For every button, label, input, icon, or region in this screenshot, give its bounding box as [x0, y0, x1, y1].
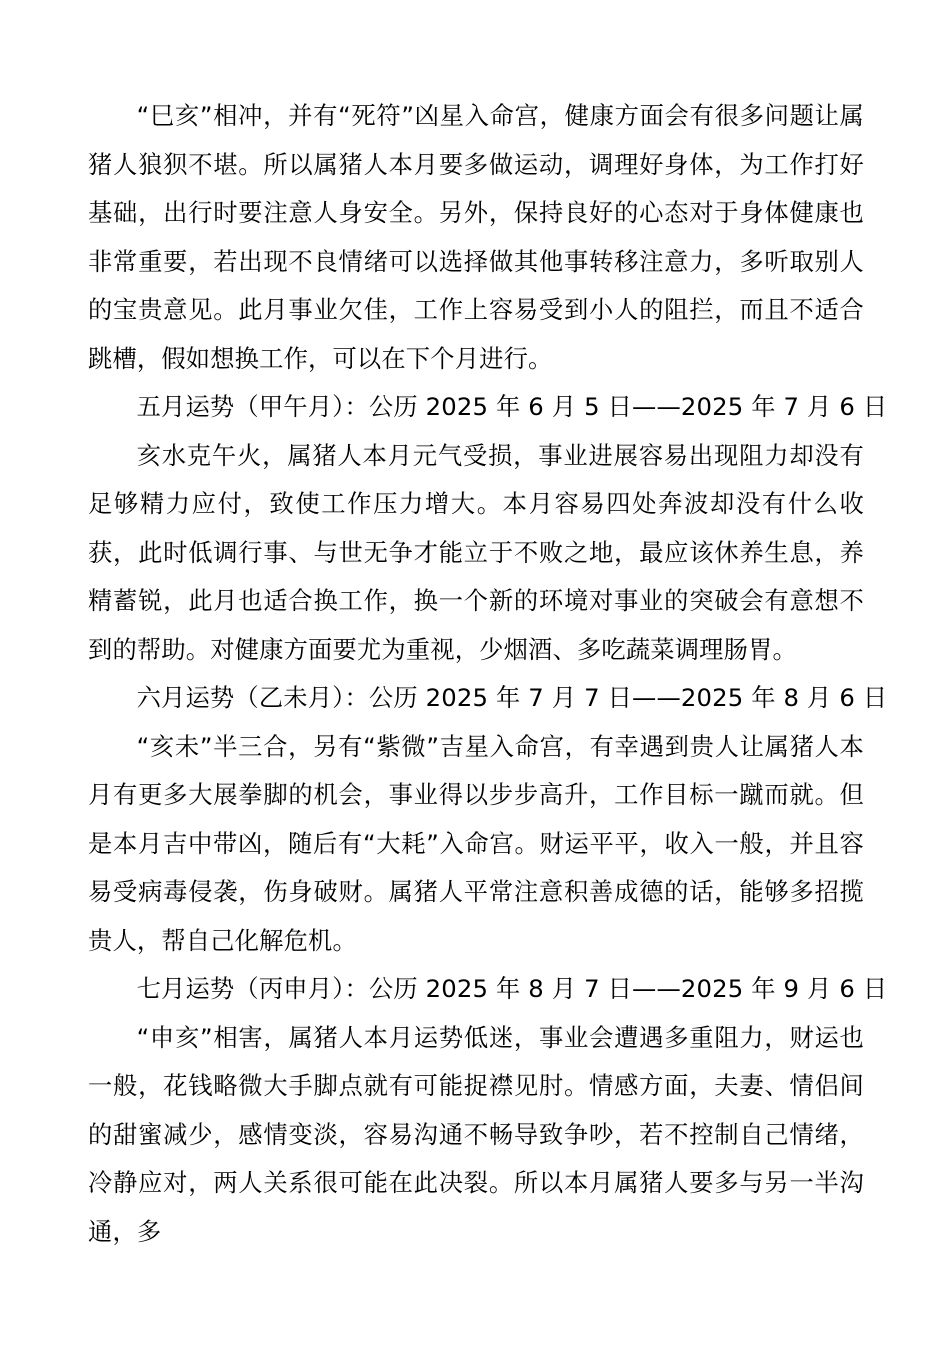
body-paragraph: “申亥”相害，属猪人本月运势低迷，事业会遭遇多重阻力，财运也一般，花钱略微大手脚点就有可能捉襟见肘。情感方面，夫妻、情侣间的甜蜜减少，感情变淡，容易沟通不畅导致争吵，若不控制自己情绪，冷静应对，两人关系很可能在此决裂。所以本月属猪人要多与另一半沟通，多 [88, 1022, 864, 1246]
body-paragraph: “亥未”半三合，另有“紫微”吉星入命宫，有幸遇到贵人让属猪人本月有更多大展拳脚的机会，事业得以步步高升，工作目标一蹴而就。但是本月吉中带凶，随后有“大耗”入命宫。财运平平，收入一般，并且容易受病毒侵袭，伤身破财。属猪人平常注意积善成德的话，能够多招揽贵人，帮自己化解危机。 [88, 731, 864, 955]
body-paragraph: “巳亥”相冲，并有“死符”凶星入命宫，健康方面会有很多问题让属猪人狼狈不堪。所以属猪人本月要多做运动，调理好身体，为工作打好基础，出行时要注意人身安全。另外，保持良好的心态对于身体健康也非常重要，若出现不良情绪可以选择做其他事转移注意力，多听取别人的宝贵意见。此月事业欠佳，工作上容易受到小人的阻拦，而且不适合跳槽，假如想换工作，可以在下个月进行。 [88, 101, 864, 373]
document-page [88, 92, 888, 1256]
month-heading-may: 五月运势（甲午月）：公历 2025 年 6 月 5 日——2025 年 7 月 6 日 [136, 392, 888, 421]
month-heading-july: 七月运势（丙申月）：公历 2025 年 8 月 7 日——2025 年 9 月 6 日 [136, 974, 888, 1003]
body-paragraph: 亥水克午火，属猪人本月元气受损，事业进展容易出现阻力却没有足够精力应付，致使工作压力增大。本月容易四处奔波却没有什么收获，此时低调行事、与世无争才能立于不败之地，最应该休养生息，养精蓄锐，此月也适合换工作，换一个新的环境对事业的突破会有意想不到的帮助。对健康方面要尤为重视，少烟酒、多吃蔬菜调理肠胃。 [88, 440, 864, 664]
month-heading-june: 六月运势（乙未月）：公历 2025 年 7 月 7 日——2025 年 8 月 6 日 [136, 683, 888, 712]
